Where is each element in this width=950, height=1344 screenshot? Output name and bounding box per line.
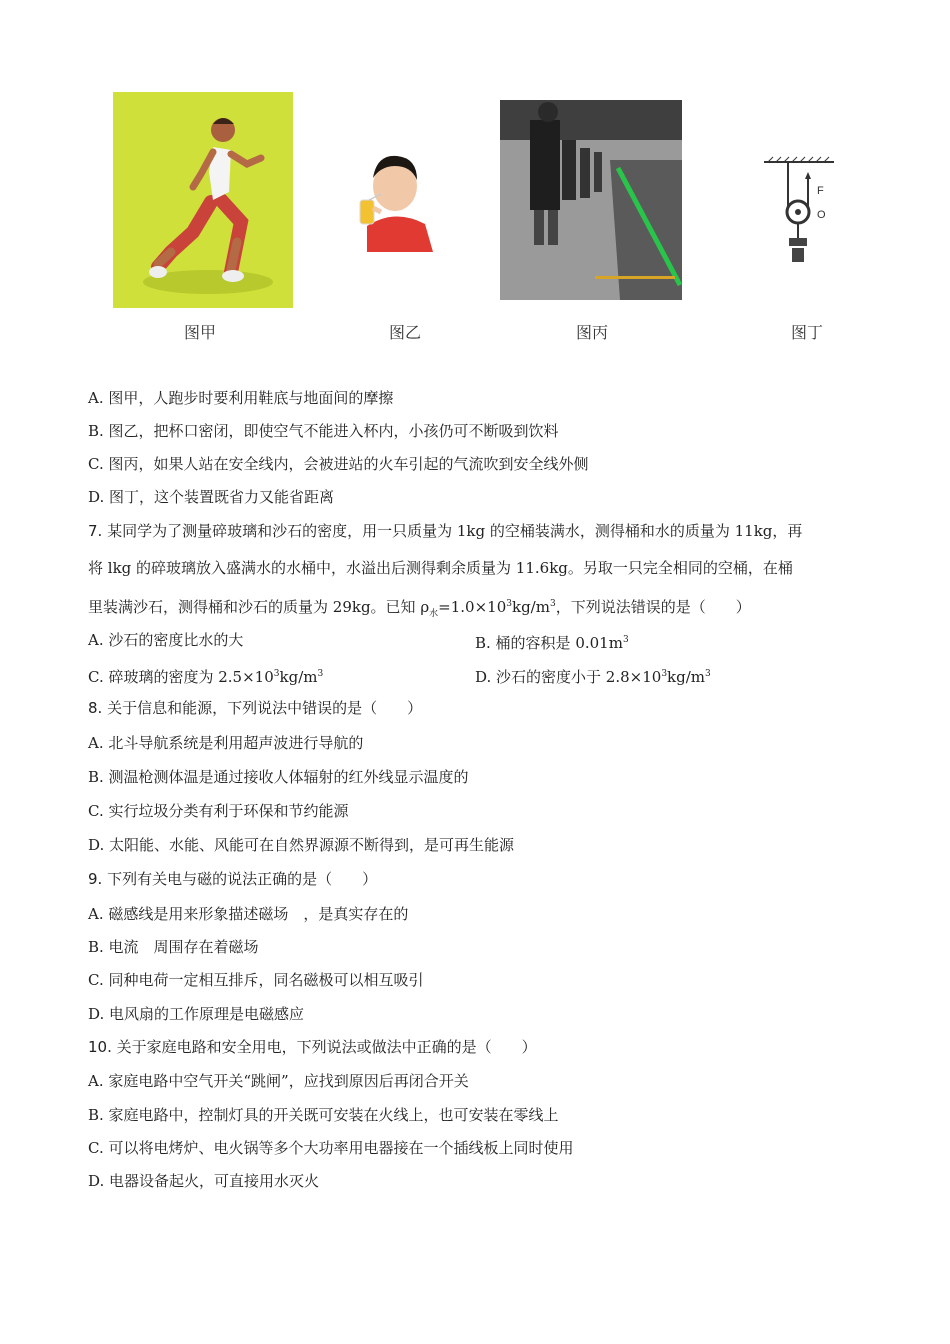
q8-number: 8.	[88, 699, 103, 717]
q9-number: 9.	[88, 870, 103, 888]
q8-stem: 8. 关于信息和能源，下列说法中错误的是（ ）	[88, 699, 423, 717]
q7-number: 7.	[88, 522, 103, 540]
q9-option-a: A. 磁感线是用来形象描述磁场 ，是真实存在的	[88, 905, 409, 923]
q7-option-d: D. 沙石的密度小于 $2.8\times 10^3kg/m^3$	[475, 668, 711, 686]
q7-option-c: C. 碎玻璃的密度为 $2.5\times 10^3kg/m^3$	[88, 668, 324, 686]
force-label: F	[817, 185, 824, 197]
q10-option-a: A. 家庭电路中空气开关“跳闸”，应找到原因后再闭合开关	[88, 1072, 469, 1090]
axle-label: O	[817, 209, 826, 221]
q7-stem-line1: 7. 某同学为了测量碎玻璃和沙石的密度，用一只质量为 1kg 的空桶装满水，测得桶和水的质量为 11kg，再	[88, 522, 803, 540]
q6-option-b: B. 图乙，把杯口密闭，即使空气不能进入杯内，小孩仍可不断吸到饮料	[88, 422, 559, 440]
q7-option-a: A. 沙石的密度比水的大	[88, 631, 244, 649]
q8-option-a: A. 北斗导航系统是利用超声波进行导航的	[88, 734, 364, 752]
q6-option-a: A. 图甲，人跑步时要利用鞋底与地面间的摩擦	[88, 389, 394, 407]
q7-stem-line3: 里装满沙石，测得桶和沙石的质量为 29kg。已知 $\rho_水=1.0\times 10^3kg/m^3$，下列说法错误的是（ ）	[88, 598, 751, 619]
q10-option-c: C. 可以将电烤炉、电火锅等多个大功率用电器接在一个插线板上同时使用	[88, 1139, 574, 1157]
q6-option-d: D. 图丁，这个装置既省力又能省距离	[88, 488, 335, 506]
q7-option-b: B. 桶的容积是 $0.01m^3$	[475, 634, 629, 652]
q9-option-d: D. 电风扇的工作原理是电磁感应	[88, 1005, 305, 1023]
q6-option-c: C. 图丙，如果人站在安全线内，会被进站的火车引起的气流吹到安全线外侧	[88, 455, 589, 473]
caption-fig-b: 图乙	[388, 323, 421, 342]
caption-fig-a: 图甲	[183, 323, 216, 342]
q9-option-c: C. 同种电荷一定相互排斥，同名磁极可以相互吸引	[88, 971, 424, 989]
q10-stem: 10. 关于家庭电路和安全用电，下列说法或做法中正确的是（ ）	[88, 1038, 537, 1056]
q10-option-d: D. 电器设备起火，可直接用水灭火	[88, 1172, 320, 1190]
platform-figure	[500, 100, 682, 300]
q8-option-d: D. 太阳能、水能、风能可在自然界源源不断得到，是可再生能源	[88, 836, 515, 854]
runner-figure	[113, 92, 293, 308]
q10-number: 10.	[88, 1038, 112, 1056]
q8-option-b: B. 测温枪测体温是通过接收人体辐射的红外线显示温度的	[88, 768, 469, 786]
q10-option-b: B. 家庭电路中，控制灯具的开关既可安装在火线上，也可安装在零线上	[88, 1106, 559, 1124]
pulley-figure	[762, 156, 836, 268]
q7-stem-line2: 将 lkg 的碎玻璃放入盛满水的水桶中，水溢出后测得剩余质量为 11.6kg。另取一只完全相同的空桶，在桶	[88, 559, 793, 577]
q9-stem: 9. 下列有关电与磁的说法正确的是（ ）	[88, 870, 378, 888]
caption-fig-d: 图丁	[790, 323, 823, 342]
q8-option-c: C. 实行垃圾分类有利于环保和节约能源	[88, 802, 349, 820]
caption-fig-c: 图丙	[575, 323, 608, 342]
boy-drinking-figure	[355, 138, 435, 252]
q9-option-b: B. 电流 周围存在着磁场	[88, 938, 259, 956]
